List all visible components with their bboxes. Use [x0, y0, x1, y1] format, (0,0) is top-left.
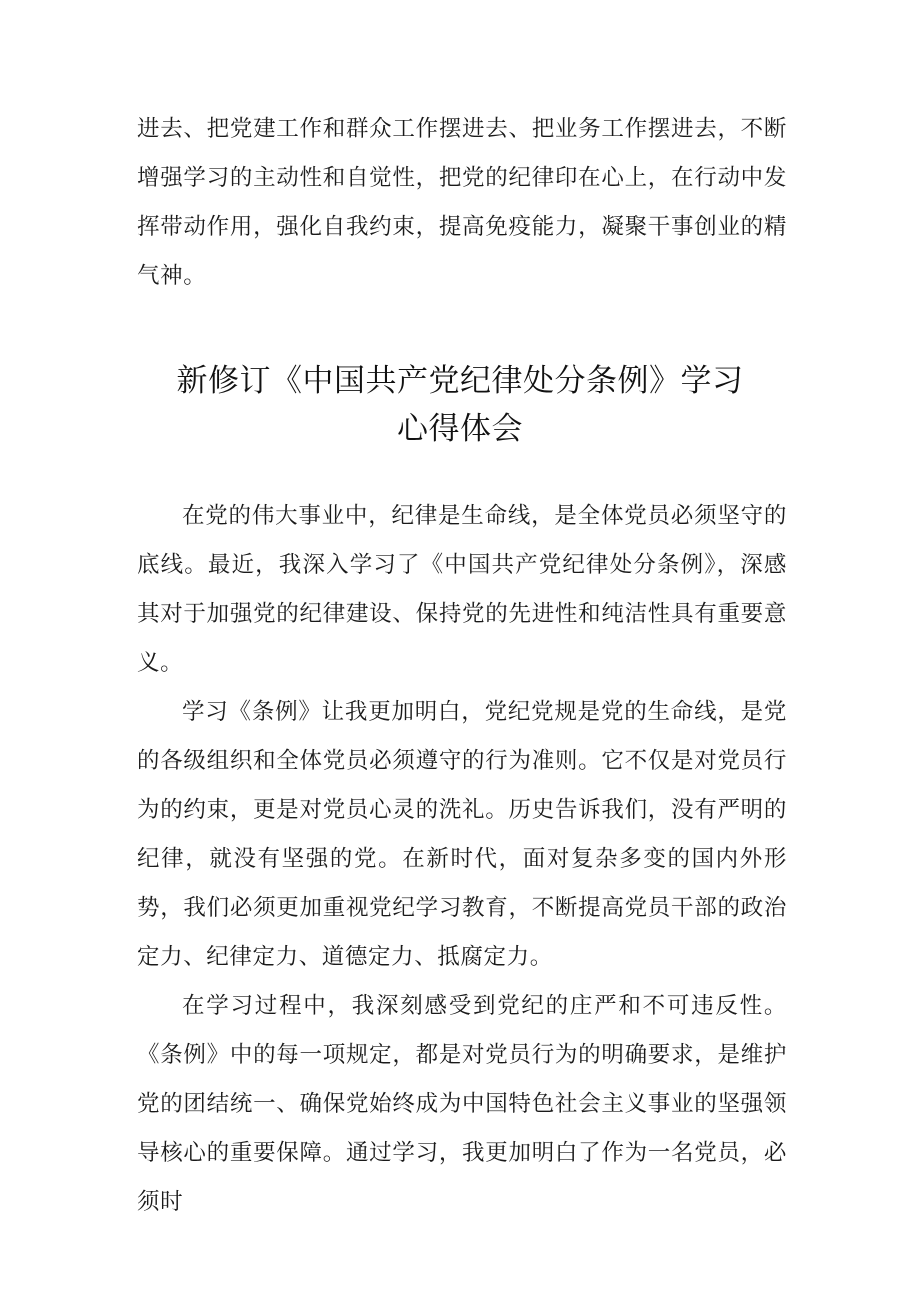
intro-paragraph: 进去、把党建工作和群众工作摆进去、把业务工作摆进去，不断增强学习的主动性和自觉性，把党的纪律印在心上，在行动中发挥带动作用，强化自我约束，提高免疫能力，凝聚干事创业的精气神。	[137, 116, 787, 289]
body-paragraph-1: 在党的伟大事业中，纪律是生命线，是全体党员必须坚守的底线。最近，我深入学习了《中国共产党纪律处分条例》，深感其对于加强党的纪律建设、保持党的先进性和纯洁性具有重要意义。	[137, 503, 787, 676]
article-title-line-2: 心得体会	[397, 411, 523, 447]
body-paragraph-3: 在学习过程中，我深刻感受到党纪的庄严和不可违反性。《条例》中的每一项规定，都是对党员行为的明确要求，是维护党的团结统一、确保党始终成为中国特色社会主义事业的坚强领导核心的重要保障。通过学习，我更加明白了作为一名党员，必须时	[137, 993, 787, 1215]
article-title-line-1: 新修订《中国共产党纪律处分条例》学习	[176, 363, 744, 399]
article-title	[120, 357, 800, 453]
body-paragraph-2: 学习《条例》让我更加明白，党纪党规是党的生命线，是党的各级组织和全体党员必须遵守的行为准则。它不仅是对党员行为的约束，更是对党员心灵的洗礼。历史告诉我们，没有严明的纪律，就没有坚强的党。在新时代，面对复杂多变的国内外形势，我们必须更加重视党纪学习教育，不断提高党员干部的政治定力、纪律定力、道德定力、抵腐定力。	[137, 699, 787, 970]
article-body	[137, 492, 787, 1227]
